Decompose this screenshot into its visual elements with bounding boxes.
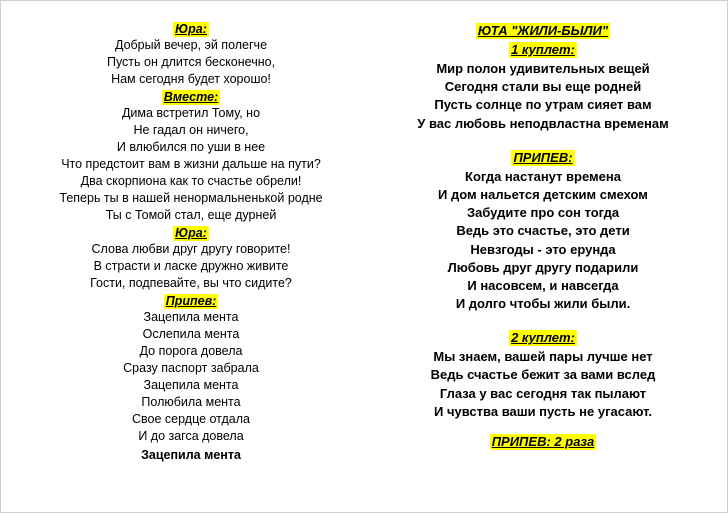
lyric-line: И влюбился по уши в нее xyxy=(116,140,266,154)
heading-chorus: Припев: xyxy=(165,294,217,308)
lyric-line: Гости, подпевайте, вы что сидите? xyxy=(90,276,292,290)
lyric-line: И чувства ваши пусть не угасают. xyxy=(434,403,652,419)
lyric-line: Свое сердце отдала xyxy=(132,412,250,426)
lyric-line: Сегодня стали вы еще родней xyxy=(444,79,642,95)
lyric-line: Два скорпиона как то счастье обрели! xyxy=(80,174,302,188)
lyric-line: И дом нальется детским смехом xyxy=(438,186,648,202)
lyric-line: Не гадал он ничего, xyxy=(133,123,249,137)
heading-together: Вместе: xyxy=(163,90,219,104)
lyric-line: У вас любовь неподвластна временам xyxy=(417,115,669,131)
lyric-line: Ведь это счастье, это дети xyxy=(456,223,630,239)
heading-chorus-repeat: ПРИПЕВ: 2 раза xyxy=(491,434,595,449)
lyric-line: До порога довела xyxy=(139,344,243,358)
lyric-line: И насовсем, и навсегда xyxy=(467,277,619,293)
lyric-line: Ты с Томой стал, еще дурней xyxy=(105,208,277,222)
song-title: ЮТА "ЖИЛИ-БЫЛИ" xyxy=(477,23,609,38)
left-column xyxy=(31,20,351,464)
lyric-line-final: Зацепила мента xyxy=(141,448,241,462)
lyric-line: Сразу паспорт забрала xyxy=(123,361,259,375)
heading-chorus: ПРИПЕВ: xyxy=(513,149,573,165)
lyric-line: Невзгоды - это ерунда xyxy=(470,241,616,257)
lyric-line: Слова любви друг другу говорите! xyxy=(91,242,291,256)
lyric-line: Теперь ты в нашей ненормальненькой родне xyxy=(59,191,323,205)
lyric-line: Добрый вечер, эй полегче xyxy=(114,38,268,52)
heading-yura: Юра: xyxy=(175,22,207,36)
lyric-line: Забудите про сон тогда xyxy=(466,205,620,221)
heading-verse-1: 1 куплет: xyxy=(511,42,575,57)
heading-yura-2: Юра: xyxy=(175,226,207,240)
lyric-line: В страсти и ласке дружно живите xyxy=(93,259,289,273)
lyric-line: Мы знаем, вашей пары лучше нет xyxy=(433,349,653,365)
lyric-line: Ведь счастье бежит за вами вслед xyxy=(430,367,656,383)
lyric-line: Дима встретил Тому, но xyxy=(121,106,261,120)
lyric-line: Пусть солнце по утрам сияет вам xyxy=(434,97,652,113)
lyric-line: И долго чтобы жили были. xyxy=(455,296,631,312)
lyric-line: Любовь друг другу подарили xyxy=(447,259,639,275)
lyric-line: Полюбила мента xyxy=(141,395,241,409)
lyric-line: Нам сегодня будет хорошо! xyxy=(111,72,271,86)
lyric-line: Пусть он длится бесконечно, xyxy=(106,55,276,69)
lyric-line: Что предстоит вам в жизни дальше на пути? xyxy=(61,157,321,171)
right-column xyxy=(393,22,693,452)
lyric-line: И до загса довела xyxy=(138,429,244,443)
lyric-line: Ослепила мента xyxy=(142,327,240,341)
lyric-line: Глаза у вас сегодня так пылают xyxy=(439,385,647,401)
lyric-line: Зацепила мента xyxy=(143,310,239,324)
heading-verse-2: 2 куплет: xyxy=(511,330,575,346)
lyric-line: Когда настанут времена xyxy=(465,168,621,184)
lyric-line: Зацепила мента xyxy=(143,378,239,392)
lyric-line: Мир полон удивительных вещей xyxy=(436,61,650,76)
